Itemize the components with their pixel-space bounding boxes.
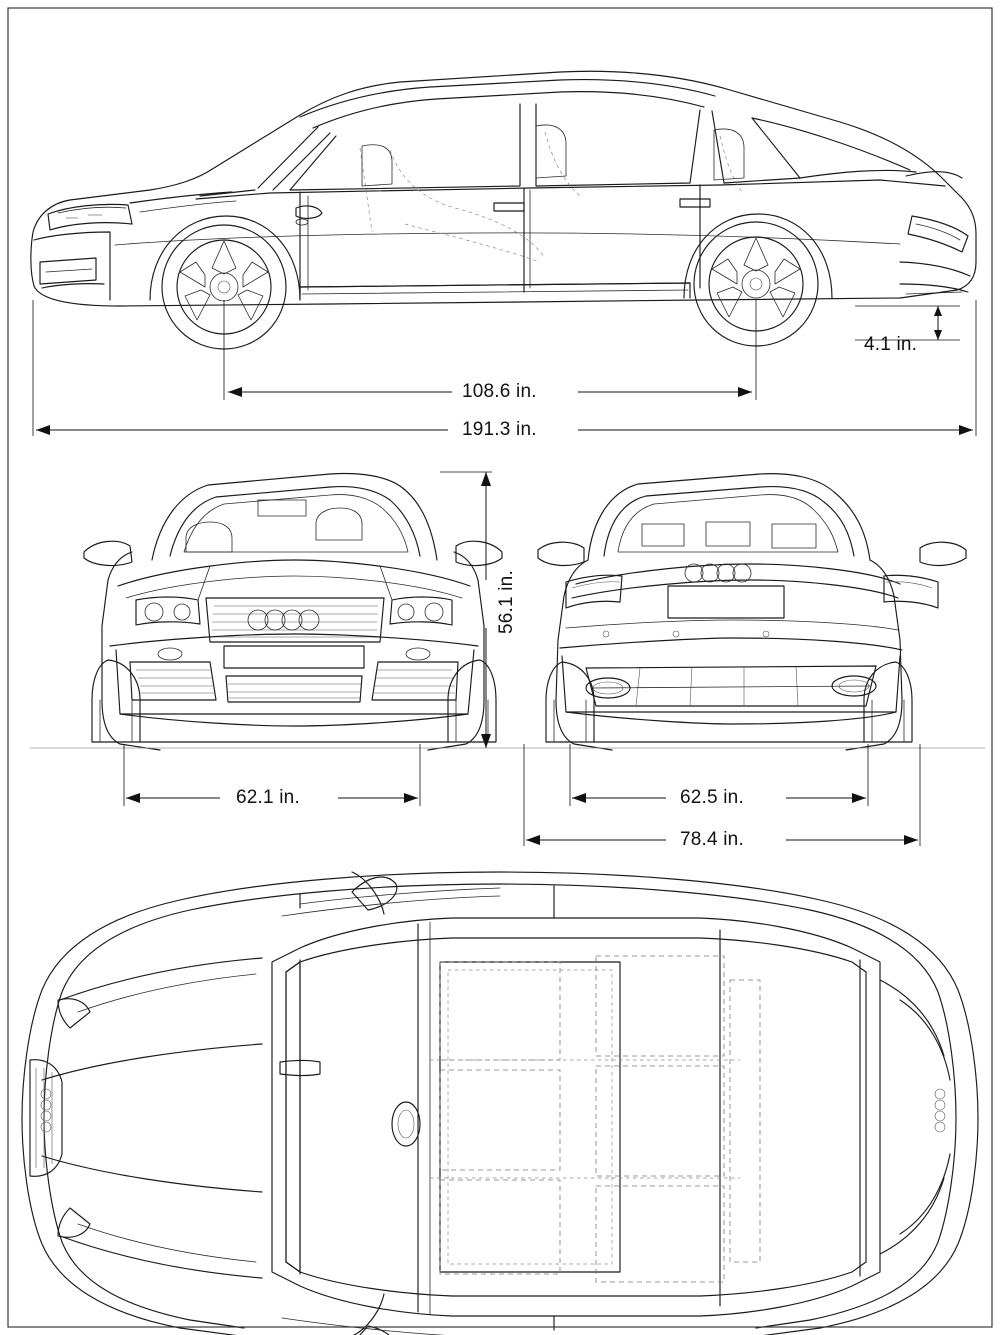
label-wheelbase: 108.6 in. <box>462 381 537 402</box>
audi-rings-badge-top-rear <box>935 1089 945 1132</box>
dimension-overall-length <box>33 300 976 436</box>
audi-rings-badge-front <box>248 610 319 630</box>
label-rear-track: 62.5 in. <box>680 787 744 808</box>
label-front-track: 62.1 in. <box>236 787 300 808</box>
label-overall-height: 56.1 in. <box>496 570 517 634</box>
top-plan-view <box>22 872 978 1335</box>
audi-rings-badge-top-front <box>41 1089 51 1132</box>
front-elevation-view <box>84 474 502 751</box>
side-elevation-view <box>31 71 976 349</box>
label-overall-length: 191.3 in. <box>462 419 537 440</box>
rear-elevation-view <box>538 474 966 750</box>
label-ground-clearance: 4.1 in. <box>864 334 918 355</box>
label-overall-width: 78.4 in. <box>680 829 744 850</box>
